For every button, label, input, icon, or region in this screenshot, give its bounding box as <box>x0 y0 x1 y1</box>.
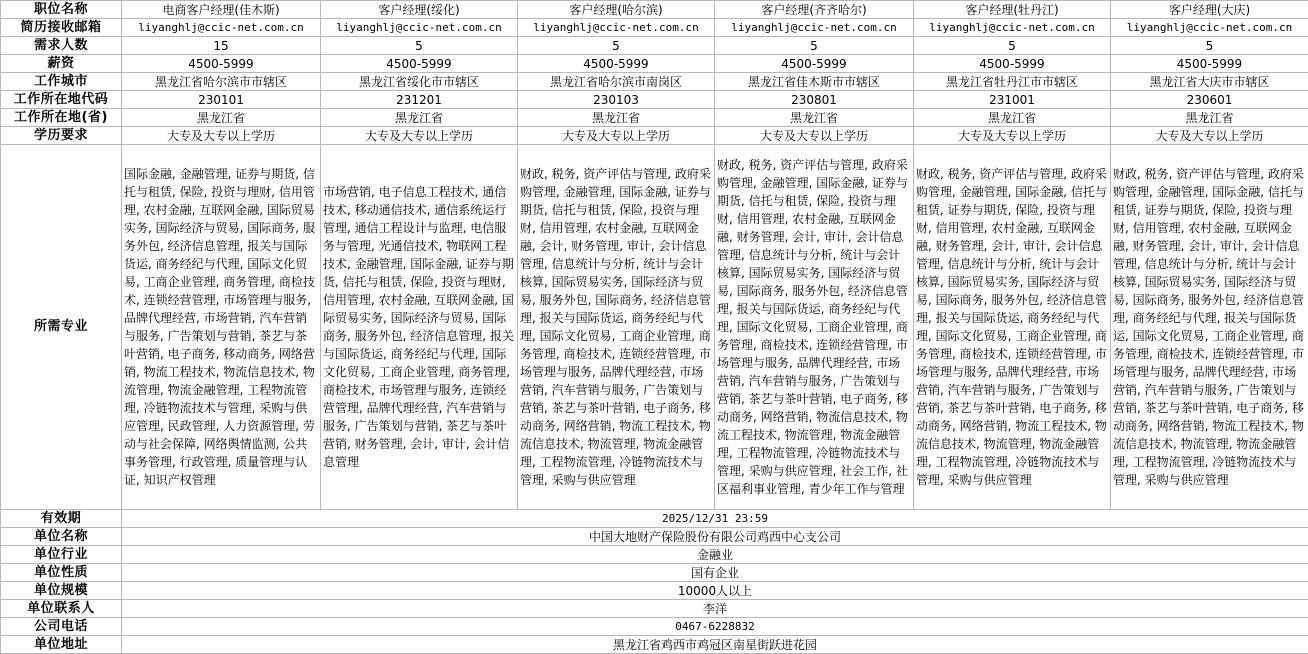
label-phone: 公司电话 <box>1 618 122 636</box>
cell-scale[interactable]: 10000人以上 <box>122 582 1308 600</box>
row-email <box>1 19 1308 37</box>
row-scale <box>1 582 1308 600</box>
cell-position[interactable]: 电商客户经理(佳木斯) <box>122 1 321 19</box>
cell-salary[interactable]: 4500-5999 <box>715 55 914 73</box>
cell-position[interactable]: 客户经理(大庆) <box>1111 1 1308 19</box>
cell-valid[interactable]: 2025/12/31 23:59 <box>122 510 1308 528</box>
label-address: 单位地址 <box>1 636 122 654</box>
cell-city[interactable]: 黑龙江省牡丹江市市辖区 <box>914 73 1111 91</box>
cell-area-code[interactable]: 230601 <box>1111 91 1308 109</box>
cell-major[interactable]: 财政, 税务, 资产评估与管理, 政府采购管理, 金融管理, 国际金融, 信托与租赁, 证券与期货, 保险, 投资与理财, 信用管理, 农村金融, 互联网金融, 财务管理, 会计, 审计, 会计信息管理, 信息统计与分析, 统计与会计核算, 国际贸易实务, 国际经济与贸易, 国际商务, 服务外包, 经济信息管理, 报关与国际货运, 商务经纪与代理, 国际文化贸易, 工商企业管理, 商务管理, 商检技术, 连锁经营管理, 市场管理与服务, 品牌代理经营, 市场营销, 汽车营销与服务, 广告策划与营销, 茶艺与茶叶营销, 电子商务, 移动商务, 网络营销, 物流工程技术, 物流信息技术, 物流管理, 物流金融管理, 工程物流管理, 冷链物流技术与管理, 采购与供应管理 <box>914 145 1111 510</box>
label-contact: 单位联系人 <box>1 600 122 618</box>
cell-province[interactable]: 黑龙江省 <box>518 109 715 127</box>
label-nature: 单位性质 <box>1 564 122 582</box>
cell-position[interactable]: 客户经理(哈尔滨) <box>518 1 715 19</box>
row-contact <box>1 600 1308 618</box>
cell-count[interactable]: 5 <box>715 37 914 55</box>
row-salary <box>1 55 1308 73</box>
cell-education[interactable]: 大专及大专以上学历 <box>715 127 914 145</box>
cell-province[interactable]: 黑龙江省 <box>321 109 518 127</box>
label-valid: 有效期 <box>1 510 122 528</box>
cell-position[interactable]: 客户经理(齐齐哈尔) <box>715 1 914 19</box>
cell-count[interactable]: 15 <box>122 37 321 55</box>
cell-education[interactable]: 大专及大专以上学历 <box>914 127 1111 145</box>
cell-education[interactable]: 大专及大专以上学历 <box>321 127 518 145</box>
label-industry: 单位行业 <box>1 546 122 564</box>
cell-count[interactable]: 5 <box>518 37 715 55</box>
cell-area-code[interactable]: 230103 <box>518 91 715 109</box>
cell-education[interactable]: 大专及大专以上学历 <box>518 127 715 145</box>
cell-salary[interactable]: 4500-5999 <box>122 55 321 73</box>
label-area-code: 工作所在地代码 <box>1 91 122 109</box>
label-email: 简历接收邮箱 <box>1 19 122 37</box>
row-education <box>1 127 1308 145</box>
label-company: 单位名称 <box>1 528 122 546</box>
cell-area-code[interactable]: 231001 <box>914 91 1111 109</box>
cell-city[interactable]: 黑龙江省绥化市市辖区 <box>321 73 518 91</box>
cell-email[interactable]: liyanghlj@ccic-net.com.cn <box>122 19 321 37</box>
row-city <box>1 73 1308 91</box>
row-phone <box>1 618 1308 636</box>
cell-major[interactable]: 财政, 税务, 资产评估与管理, 政府采购管理, 金融管理, 国际金融, 证券与期货, 信托与租赁, 保险, 投资与理财, 信用管理, 农村金融, 互联网金融, 会计, 财务管理, 审计, 会计信息管理, 信息统计与分析, 统计与会计核算, 国际贸易实务, 国际经济与贸易, 服务外包, 国际商务, 经济信息管理, 报关与国际货运, 商务经纪与代理, 国际文化贸易, 工商企业管理, 商务管理, 商检技术, 连锁经营管理, 市场管理与服务, 品牌代理经营, 市场营销, 汽车营销与服务, 广告策划与营销, 茶艺与茶叶营销, 电子商务, 移动商务, 网络营销, 物流工程技术, 物流信息技术, 物流管理, 物流金融管理, 工程物流管理, 冷链物流技术与管理, 采购与供应管理 <box>518 145 715 510</box>
cell-education[interactable]: 大专及大专以上学历 <box>1111 127 1308 145</box>
cell-education[interactable]: 大专及大专以上学历 <box>122 127 321 145</box>
cell-province[interactable]: 黑龙江省 <box>715 109 914 127</box>
cell-city[interactable]: 黑龙江省哈尔滨市南岗区 <box>518 73 715 91</box>
row-address <box>1 636 1308 654</box>
label-education: 学历要求 <box>1 127 122 145</box>
cell-major[interactable]: 国际金融, 金融管理, 证券与期货, 信托与租赁, 保险, 投资与理财, 信用管理, 农村金融, 互联网金融, 国际贸易实务, 国际经济与贸易, 国际商务, 服务外包, 经济信息管理, 报关与国际货运, 商务经纪与代理, 国际文化贸易, 工商企业管理, 商务管理, 商检技术, 连锁经营管理, 市场管理与服务, 品牌代理经营, 市场营销, 汽车营销与服务, 广告策划与营销, 茶艺与茶叶营销, 电子商务, 移动商务, 网络营销, 物流工程技术, 物流信息技术, 物流管理, 物流金融管理, 工程物流管理, 冷链物流技术与管理, 采购与供应管理, 民政管理, 人力资源管理, 劳动与社会保障, 网络舆情监测, 公共事务管理, 行政管理, 质量管理与认证, 知识产权管理 <box>122 145 321 510</box>
label-city: 工作城市 <box>1 73 122 91</box>
row-count <box>1 37 1308 55</box>
cell-salary[interactable]: 4500-5999 <box>1111 55 1308 73</box>
cell-count[interactable]: 5 <box>1111 37 1308 55</box>
label-salary: 薪资 <box>1 55 122 73</box>
cell-email[interactable]: liyanghlj@ccic-net.com.cn <box>518 19 715 37</box>
cell-email[interactable]: liyanghlj@ccic-net.com.cn <box>914 19 1111 37</box>
label-scale: 单位规模 <box>1 582 122 600</box>
row-industry <box>1 546 1308 564</box>
row-area-code <box>1 91 1308 109</box>
cell-area-code[interactable]: 231201 <box>321 91 518 109</box>
cell-area-code[interactable]: 230801 <box>715 91 914 109</box>
cell-salary[interactable]: 4500-5999 <box>321 55 518 73</box>
row-position <box>1 1 1308 19</box>
cell-major[interactable]: 市场营销, 电子信息工程技术, 通信技术, 移动通信技术, 通信系统运行管理, 通信工程设计与监理, 电信服务与管理, 光通信技术, 物联网工程技术, 金融管理, 国际金融, 证券与期货, 信托与租赁, 保险, 投资与理财, 信用管理, 农村金融, 互联网金融, 国际贸易实务, 国际经济与贸易, 国际商务, 服务外包, 经济信息管理, 报关与国际货运, 商务经纪与代理, 国际文化贸易, 工商企业管理, 商务管理, 商检技术, 市场管理与服务, 连锁经营管理, 品牌代理经营, 汽车营销与服务, 广告策划与营销, 茶艺与茶叶营销, 财务管理, 会计, 审计, 会计信息管理 <box>321 145 518 510</box>
cell-count[interactable]: 5 <box>914 37 1111 55</box>
cell-city[interactable]: 黑龙江省佳木斯市市辖区 <box>715 73 914 91</box>
cell-email[interactable]: liyanghlj@ccic-net.com.cn <box>715 19 914 37</box>
row-company <box>1 528 1308 546</box>
cell-position[interactable]: 客户经理(绥化) <box>321 1 518 19</box>
cell-salary[interactable]: 4500-5999 <box>518 55 715 73</box>
cell-province[interactable]: 黑龙江省 <box>914 109 1111 127</box>
cell-province[interactable]: 黑龙江省 <box>1111 109 1308 127</box>
row-province <box>1 109 1308 127</box>
cell-major[interactable]: 财政, 税务, 资产评估与管理, 政府采购管理, 金融管理, 国际金融, 信托与租赁, 证券与期货, 保险, 投资与理财, 信用管理, 农村金融, 互联网金融, 财务管理, 会计, 审计, 会计信息管理, 信息统计与分析, 统计与会计核算, 国际贸易实务, 国际经济与贸易, 国际商务, 服务外包, 经济信息管理, 商务经纪与代理, 报关与国际货运, 国际文化贸易, 工商企业管理, 商务管理, 商检技术, 连锁经营管理, 市场管理与服务, 品牌代理经营, 市场营销, 汽车营销与服务, 广告策划与营销, 茶艺与茶叶营销, 电子商务, 移动商务, 网络营销, 物流工程技术, 物流信息技术, 物流管理, 物流金融管理, 工程物流管理, 冷链物流技术与管理, 采购与供应管理 <box>1111 145 1308 510</box>
label-count: 需求人数 <box>1 37 122 55</box>
cell-city[interactable]: 黑龙江省大庆市市辖区 <box>1111 73 1308 91</box>
cell-email[interactable]: liyanghlj@ccic-net.com.cn <box>1111 19 1308 37</box>
cell-phone[interactable]: 0467-6228832 <box>122 618 1308 636</box>
row-major <box>1 145 1308 510</box>
cell-major[interactable]: 财政, 税务, 资产评估与管理, 政府采购管理, 金融管理, 国际金融, 证券与期货, 信托与租赁, 保险, 投资与理财, 信用管理, 农村金融, 互联网金融, 财务管理, 会计, 审计, 会计信息管理, 信息统计与分析, 统计与会计核算, 国际贸易实务, 国际经济与贸易, 国际商务, 服务外包, 经济信息管理, 报关与国际货运, 商务经纪与代理, 国际文化贸易, 工商企业管理, 商务管理, 商检技术, 连锁经营管理, 市场管理与服务, 品牌代理经营, 市场营销, 汽车营销与服务, 广告策划与营销, 茶艺与茶叶营销, 电子商务, 移动商务, 网络营销, 物流信息技术, 物流工程技术, 物流管理, 物流金融管理, 工程物流管理, 冷链物流技术与管理, 采购与供应管理, 社会工作, 社区福利事业管理, 青少年工作与管理 <box>715 145 914 510</box>
cell-contact[interactable]: 李洋 <box>122 600 1308 618</box>
label-position: 职位名称 <box>1 1 122 19</box>
cell-area-code[interactable]: 230101 <box>122 91 321 109</box>
cell-nature[interactable]: 国有企业 <box>122 564 1308 582</box>
cell-city[interactable]: 黑龙江省哈尔滨市市辖区 <box>122 73 321 91</box>
row-nature <box>1 564 1308 582</box>
row-valid <box>1 510 1308 528</box>
cell-province[interactable]: 黑龙江省 <box>122 109 321 127</box>
cell-industry[interactable]: 金融业 <box>122 546 1308 564</box>
cell-address[interactable]: 黑龙江省鸡西市鸡冠区南星街跃进花园 <box>122 636 1308 654</box>
cell-count[interactable]: 5 <box>321 37 518 55</box>
cell-email[interactable]: liyanghlj@ccic-net.com.cn <box>321 19 518 37</box>
label-major: 所需专业 <box>1 145 122 510</box>
label-province: 工作所在地(省) <box>1 109 122 127</box>
cell-company[interactable]: 中国大地财产保险股份有限公司鸡西中心支公司 <box>122 528 1308 546</box>
cell-salary[interactable]: 4500-5999 <box>914 55 1111 73</box>
cell-position[interactable]: 客户经理(牡丹江) <box>914 1 1111 19</box>
